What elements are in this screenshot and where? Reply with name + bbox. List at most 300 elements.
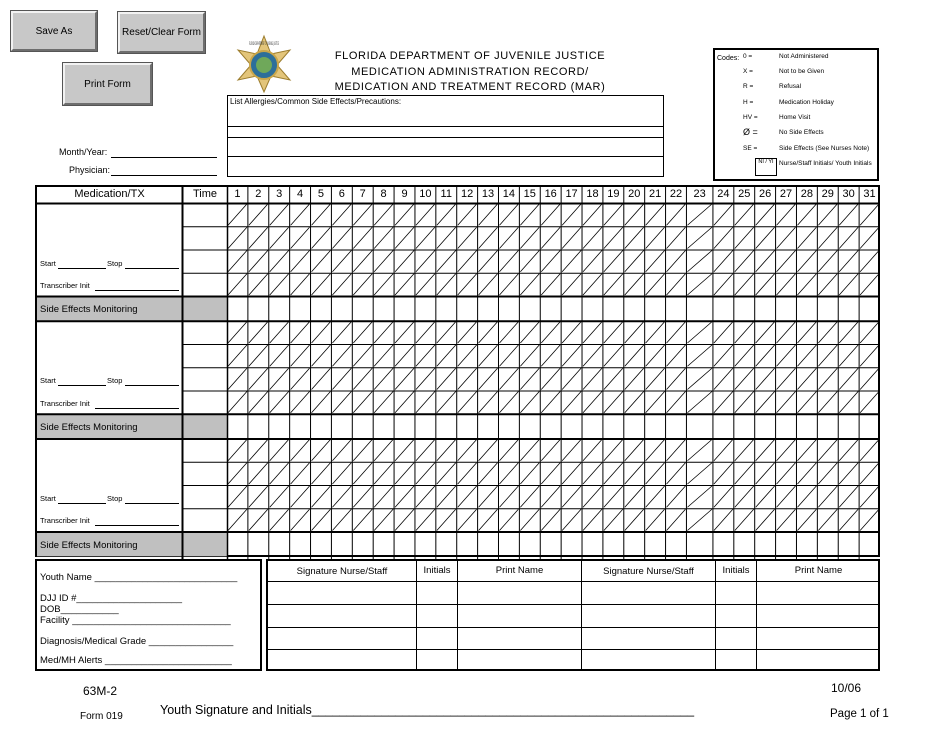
dose-cell-diagonal[interactable] (437, 509, 456, 530)
dose-cell-diagonal[interactable] (291, 440, 310, 461)
dose-cell-diagonal[interactable] (646, 392, 665, 413)
dose-cell-diagonal[interactable] (479, 509, 498, 530)
dose-cell-diagonal[interactable] (353, 204, 372, 225)
start-date-field[interactable] (58, 268, 106, 269)
dose-cell-diagonal[interactable] (646, 227, 665, 248)
dose-cell-diagonal[interactable] (583, 392, 602, 413)
dose-cell-diagonal[interactable] (687, 440, 711, 461)
dose-cell-diagonal[interactable] (374, 463, 393, 484)
dose-cell-diagonal[interactable] (499, 227, 518, 248)
allergies-line[interactable] (228, 137, 663, 138)
dose-cell-diagonal[interactable] (437, 274, 456, 295)
dose-cell-diagonal[interactable] (395, 204, 414, 225)
dose-cell-diagonal[interactable] (228, 440, 247, 461)
allergies-line[interactable] (228, 126, 663, 127)
dose-cell-diagonal[interactable] (499, 274, 518, 295)
dose-cell-diagonal[interactable] (583, 486, 602, 507)
dose-cell-diagonal[interactable] (228, 368, 247, 389)
dose-cell-diagonal[interactable] (541, 227, 560, 248)
dose-cell-diagonal[interactable] (604, 392, 623, 413)
dose-cell-diagonal[interactable] (353, 345, 372, 366)
dose-cell-diagonal[interactable] (499, 368, 518, 389)
dose-cell-diagonal[interactable] (541, 251, 560, 272)
dose-cell-diagonal[interactable] (777, 345, 796, 366)
dose-cell-diagonal[interactable] (416, 509, 435, 530)
dose-cell-diagonal[interactable] (714, 274, 733, 295)
dose-cell-diagonal[interactable] (735, 251, 754, 272)
stop-date-field[interactable] (125, 503, 179, 504)
dose-cell-diagonal[interactable] (228, 322, 247, 343)
diagnosis-field[interactable]: Diagnosis/Medical Grade ________________ (40, 636, 234, 647)
dose-cell-diagonal[interactable] (291, 463, 310, 484)
dose-cell-diagonal[interactable] (458, 204, 477, 225)
dose-cell-diagonal[interactable] (479, 463, 498, 484)
dose-cell-diagonal[interactable] (499, 392, 518, 413)
dose-cell-diagonal[interactable] (270, 227, 289, 248)
dose-cell-diagonal[interactable] (714, 463, 733, 484)
dose-cell-diagonal[interactable] (797, 251, 816, 272)
dose-cell-diagonal[interactable] (479, 368, 498, 389)
dose-cell-diagonal[interactable] (437, 392, 456, 413)
dose-cell-diagonal[interactable] (437, 204, 456, 225)
dose-cell-diagonal[interactable] (353, 274, 372, 295)
dose-cell-diagonal[interactable] (777, 368, 796, 389)
dose-cell-diagonal[interactable] (270, 274, 289, 295)
dose-cell-diagonal[interactable] (541, 322, 560, 343)
dose-cell-diagonal[interactable] (332, 368, 351, 389)
dose-cell-diagonal[interactable] (437, 368, 456, 389)
dose-cell-diagonal[interactable] (291, 345, 310, 366)
dose-cell-diagonal[interactable] (520, 392, 539, 413)
dose-cell-diagonal[interactable] (437, 345, 456, 366)
dose-cell-diagonal[interactable] (583, 227, 602, 248)
dose-cell-diagonal[interactable] (735, 274, 754, 295)
dose-cell-diagonal[interactable] (687, 251, 711, 272)
dose-cell-diagonal[interactable] (604, 322, 623, 343)
dose-cell-diagonal[interactable] (562, 251, 581, 272)
dose-cell-diagonal[interactable] (249, 392, 268, 413)
dose-cell-diagonal[interactable] (839, 440, 858, 461)
dose-cell-diagonal[interactable] (625, 392, 644, 413)
dose-cell-diagonal[interactable] (312, 274, 331, 295)
dose-cell-diagonal[interactable] (479, 392, 498, 413)
dose-cell-diagonal[interactable] (416, 274, 435, 295)
dose-cell-diagonal[interactable] (562, 486, 581, 507)
dose-cell-diagonal[interactable] (332, 486, 351, 507)
dose-cell-diagonal[interactable] (860, 463, 879, 484)
dose-cell-diagonal[interactable] (604, 486, 623, 507)
dose-cell-diagonal[interactable] (818, 251, 837, 272)
dose-cell-diagonal[interactable] (458, 509, 477, 530)
med-mh-alerts-field[interactable]: Med/MH Alerts ________________________ (40, 655, 232, 666)
dose-cell-diagonal[interactable] (818, 227, 837, 248)
dose-cell-diagonal[interactable] (667, 345, 686, 366)
dose-cell-diagonal[interactable] (777, 227, 796, 248)
dose-cell-diagonal[interactable] (714, 345, 733, 366)
dose-cell-diagonal[interactable] (416, 345, 435, 366)
dose-cell-diagonal[interactable] (249, 509, 268, 530)
dose-cell-diagonal[interactable] (839, 368, 858, 389)
dose-cell-diagonal[interactable] (667, 251, 686, 272)
dose-cell-diagonal[interactable] (583, 322, 602, 343)
dose-cell-diagonal[interactable] (520, 440, 539, 461)
dose-cell-diagonal[interactable] (312, 204, 331, 225)
dose-cell-diagonal[interactable] (646, 368, 665, 389)
youth-signature-field[interactable]: Youth Signature and Initials_______________________________________________________ (160, 703, 695, 717)
dose-cell-diagonal[interactable] (228, 345, 247, 366)
dose-cell-diagonal[interactable] (562, 440, 581, 461)
dose-cell-diagonal[interactable] (458, 368, 477, 389)
dose-cell-diagonal[interactable] (604, 440, 623, 461)
dose-cell-diagonal[interactable] (583, 440, 602, 461)
allergies-box[interactable] (227, 95, 664, 177)
dose-cell-diagonal[interactable] (499, 486, 518, 507)
dose-cell-diagonal[interactable] (395, 440, 414, 461)
dose-cell-diagonal[interactable] (687, 463, 711, 484)
dose-cell-diagonal[interactable] (520, 463, 539, 484)
dose-cell-diagonal[interactable] (839, 392, 858, 413)
dose-cell-diagonal[interactable] (499, 204, 518, 225)
dose-cell-diagonal[interactable] (818, 392, 837, 413)
dose-cell-diagonal[interactable] (797, 227, 816, 248)
dose-cell-diagonal[interactable] (479, 204, 498, 225)
start-date-field[interactable] (58, 503, 106, 504)
dose-cell-diagonal[interactable] (312, 368, 331, 389)
dose-cell-diagonal[interactable] (332, 509, 351, 530)
dose-cell-diagonal[interactable] (714, 251, 733, 272)
dose-cell-diagonal[interactable] (735, 322, 754, 343)
dose-cell-diagonal[interactable] (374, 486, 393, 507)
dose-cell-diagonal[interactable] (797, 463, 816, 484)
dose-cell-diagonal[interactable] (353, 463, 372, 484)
dose-cell-diagonal[interactable] (249, 251, 268, 272)
dose-cell-diagonal[interactable] (228, 227, 247, 248)
dose-cell-diagonal[interactable] (416, 322, 435, 343)
dose-cell-diagonal[interactable] (562, 274, 581, 295)
dose-cell-diagonal[interactable] (714, 227, 733, 248)
dose-cell-diagonal[interactable] (818, 322, 837, 343)
print-form-button[interactable]: Print Form (63, 63, 152, 105)
dose-cell-diagonal[interactable] (625, 463, 644, 484)
dose-cell-diagonal[interactable] (714, 440, 733, 461)
dose-cell-diagonal[interactable] (499, 251, 518, 272)
dose-cell-diagonal[interactable] (818, 274, 837, 295)
dose-cell-diagonal[interactable] (646, 463, 665, 484)
dose-cell-diagonal[interactable] (353, 486, 372, 507)
dose-cell-diagonal[interactable] (687, 368, 711, 389)
dose-cell-diagonal[interactable] (416, 251, 435, 272)
dose-cell-diagonal[interactable] (667, 227, 686, 248)
dose-cell-diagonal[interactable] (416, 463, 435, 484)
dose-cell-diagonal[interactable] (777, 392, 796, 413)
facility-field[interactable]: Facility ______________________________ (40, 615, 231, 626)
dose-cell-diagonal[interactable] (332, 463, 351, 484)
dose-cell-diagonal[interactable] (839, 486, 858, 507)
dose-cell-diagonal[interactable] (562, 392, 581, 413)
dose-cell-diagonal[interactable] (479, 440, 498, 461)
dose-cell-diagonal[interactable] (395, 392, 414, 413)
dose-cell-diagonal[interactable] (228, 274, 247, 295)
dose-cell-diagonal[interactable] (270, 368, 289, 389)
dose-cell-diagonal[interactable] (249, 227, 268, 248)
dose-cell-diagonal[interactable] (687, 274, 711, 295)
dose-cell-diagonal[interactable] (735, 509, 754, 530)
dose-cell-diagonal[interactable] (777, 440, 796, 461)
dose-cell-diagonal[interactable] (479, 251, 498, 272)
djj-id-dob-field[interactable]: DJJ ID #____________________ DOB___________ (40, 593, 183, 615)
dose-cell-diagonal[interactable] (353, 251, 372, 272)
dose-cell-diagonal[interactable] (687, 392, 711, 413)
dose-cell-diagonal[interactable] (860, 486, 879, 507)
dose-cell-diagonal[interactable] (374, 227, 393, 248)
dose-cell-diagonal[interactable] (520, 322, 539, 343)
allergies-line[interactable] (228, 156, 663, 157)
dose-cell-diagonal[interactable] (416, 204, 435, 225)
dose-cell-diagonal[interactable] (374, 440, 393, 461)
dose-cell-diagonal[interactable] (395, 486, 414, 507)
dose-cell-diagonal[interactable] (458, 463, 477, 484)
dose-cell-diagonal[interactable] (249, 440, 268, 461)
dose-cell-diagonal[interactable] (249, 204, 268, 225)
dose-cell-diagonal[interactable] (353, 440, 372, 461)
dose-cell-diagonal[interactable] (646, 274, 665, 295)
dose-cell-diagonal[interactable] (839, 463, 858, 484)
dose-cell-diagonal[interactable] (312, 509, 331, 530)
stop-date-field[interactable] (125, 385, 179, 386)
dose-cell-diagonal[interactable] (416, 227, 435, 248)
dose-cell-diagonal[interactable] (437, 227, 456, 248)
dose-cell-diagonal[interactable] (353, 322, 372, 343)
dose-cell-diagonal[interactable] (860, 251, 879, 272)
dose-cell-diagonal[interactable] (604, 463, 623, 484)
dose-cell-diagonal[interactable] (756, 274, 775, 295)
dose-cell-diagonal[interactable] (756, 227, 775, 248)
dose-cell-diagonal[interactable] (416, 440, 435, 461)
dose-cell-diagonal[interactable] (520, 227, 539, 248)
dose-cell-diagonal[interactable] (395, 322, 414, 343)
dose-cell-diagonal[interactable] (818, 345, 837, 366)
dose-cell-diagonal[interactable] (395, 251, 414, 272)
dose-cell-diagonal[interactable] (437, 486, 456, 507)
dose-cell-diagonal[interactable] (646, 486, 665, 507)
dose-cell-diagonal[interactable] (797, 440, 816, 461)
dose-cell-diagonal[interactable] (797, 322, 816, 343)
dose-cell-diagonal[interactable] (479, 274, 498, 295)
dose-cell-diagonal[interactable] (541, 392, 560, 413)
dose-cell-diagonal[interactable] (353, 368, 372, 389)
dose-cell-diagonal[interactable] (374, 345, 393, 366)
dose-cell-diagonal[interactable] (735, 486, 754, 507)
dose-cell-diagonal[interactable] (228, 204, 247, 225)
dose-cell-diagonal[interactable] (541, 509, 560, 530)
dose-cell-diagonal[interactable] (270, 251, 289, 272)
dose-cell-diagonal[interactable] (860, 392, 879, 413)
dose-cell-diagonal[interactable] (395, 345, 414, 366)
dose-cell-diagonal[interactable] (735, 463, 754, 484)
dose-cell-diagonal[interactable] (249, 274, 268, 295)
dose-cell-diagonal[interactable] (291, 227, 310, 248)
dose-cell-diagonal[interactable] (270, 322, 289, 343)
dose-cell-diagonal[interactable] (625, 440, 644, 461)
dose-cell-diagonal[interactable] (437, 463, 456, 484)
dose-cell-diagonal[interactable] (291, 322, 310, 343)
dose-cell-diagonal[interactable] (291, 368, 310, 389)
dose-cell-diagonal[interactable] (270, 463, 289, 484)
dose-cell-diagonal[interactable] (332, 227, 351, 248)
dose-cell-diagonal[interactable] (312, 322, 331, 343)
dose-cell-diagonal[interactable] (777, 486, 796, 507)
dose-cell-diagonal[interactable] (667, 274, 686, 295)
dose-cell-diagonal[interactable] (818, 440, 837, 461)
dose-cell-diagonal[interactable] (562, 463, 581, 484)
dose-cell-diagonal[interactable] (797, 392, 816, 413)
dose-cell-diagonal[interactable] (818, 463, 837, 484)
dose-cell-diagonal[interactable] (458, 440, 477, 461)
dose-cell-diagonal[interactable] (756, 440, 775, 461)
dose-cell-diagonal[interactable] (458, 322, 477, 343)
dose-cell-diagonal[interactable] (541, 204, 560, 225)
dose-cell-diagonal[interactable] (646, 322, 665, 343)
reset-clear-form-button[interactable]: Reset/Clear Form (118, 12, 205, 53)
dose-cell-diagonal[interactable] (499, 463, 518, 484)
dose-cell-diagonal[interactable] (541, 368, 560, 389)
transcriber-init-field[interactable] (95, 525, 179, 526)
dose-cell-diagonal[interactable] (797, 486, 816, 507)
youth-name-field[interactable]: Youth Name ___________________________ (40, 572, 238, 583)
dose-cell-diagonal[interactable] (667, 463, 686, 484)
dose-cell-diagonal[interactable] (520, 251, 539, 272)
dose-cell-diagonal[interactable] (499, 509, 518, 530)
dose-cell-diagonal[interactable] (228, 463, 247, 484)
dose-cell-diagonal[interactable] (735, 204, 754, 225)
dose-cell-diagonal[interactable] (797, 368, 816, 389)
dose-cell-diagonal[interactable] (797, 204, 816, 225)
dose-cell-diagonal[interactable] (646, 509, 665, 530)
dose-cell-diagonal[interactable] (270, 440, 289, 461)
dose-cell-diagonal[interactable] (667, 322, 686, 343)
dose-cell-diagonal[interactable] (583, 463, 602, 484)
dose-cell-diagonal[interactable] (735, 368, 754, 389)
dose-cell-diagonal[interactable] (687, 204, 711, 225)
dose-cell-diagonal[interactable] (479, 486, 498, 507)
dose-cell-diagonal[interactable] (458, 345, 477, 366)
dose-cell-diagonal[interactable] (416, 486, 435, 507)
dose-cell-diagonal[interactable] (604, 274, 623, 295)
dose-cell-diagonal[interactable] (756, 509, 775, 530)
dose-cell-diagonal[interactable] (249, 345, 268, 366)
dose-cell-diagonal[interactable] (249, 463, 268, 484)
dose-cell-diagonal[interactable] (818, 509, 837, 530)
dose-cell-diagonal[interactable] (562, 227, 581, 248)
dose-cell-diagonal[interactable] (332, 392, 351, 413)
dose-cell-diagonal[interactable] (395, 509, 414, 530)
dose-cell-diagonal[interactable] (520, 204, 539, 225)
dose-cell-diagonal[interactable] (756, 463, 775, 484)
dose-cell-diagonal[interactable] (625, 486, 644, 507)
dose-cell-diagonal[interactable] (479, 322, 498, 343)
dose-cell-diagonal[interactable] (228, 251, 247, 272)
dose-cell-diagonal[interactable] (270, 392, 289, 413)
dose-cell-diagonal[interactable] (735, 392, 754, 413)
dose-cell-diagonal[interactable] (756, 368, 775, 389)
transcriber-init-field[interactable] (95, 408, 179, 409)
dose-cell-diagonal[interactable] (458, 251, 477, 272)
dose-cell-diagonal[interactable] (562, 322, 581, 343)
dose-cell-diagonal[interactable] (604, 509, 623, 530)
dose-cell-diagonal[interactable] (839, 509, 858, 530)
dose-cell-diagonal[interactable] (332, 440, 351, 461)
dose-cell-diagonal[interactable] (291, 204, 310, 225)
dose-cell-diagonal[interactable] (353, 227, 372, 248)
dose-cell-diagonal[interactable] (756, 392, 775, 413)
dose-cell-diagonal[interactable] (291, 392, 310, 413)
dose-cell-diagonal[interactable] (714, 392, 733, 413)
dose-cell-diagonal[interactable] (667, 509, 686, 530)
dose-cell-diagonal[interactable] (667, 486, 686, 507)
dose-cell-diagonal[interactable] (860, 274, 879, 295)
dose-cell-diagonal[interactable] (583, 204, 602, 225)
dose-cell-diagonal[interactable] (777, 204, 796, 225)
dose-cell-diagonal[interactable] (625, 227, 644, 248)
dose-cell-diagonal[interactable] (249, 368, 268, 389)
dose-cell-diagonal[interactable] (714, 368, 733, 389)
dose-cell-diagonal[interactable] (625, 368, 644, 389)
dose-cell-diagonal[interactable] (756, 322, 775, 343)
dose-cell-diagonal[interactable] (625, 509, 644, 530)
dose-cell-diagonal[interactable] (374, 251, 393, 272)
dose-cell-diagonal[interactable] (353, 509, 372, 530)
dose-cell-diagonal[interactable] (437, 322, 456, 343)
dose-cell-diagonal[interactable] (353, 392, 372, 413)
dose-cell-diagonal[interactable] (291, 251, 310, 272)
dose-cell-diagonal[interactable] (687, 486, 711, 507)
dose-cell-diagonal[interactable] (818, 204, 837, 225)
dose-cell-diagonal[interactable] (583, 509, 602, 530)
dose-cell-diagonal[interactable] (839, 204, 858, 225)
dose-cell-diagonal[interactable] (583, 345, 602, 366)
dose-cell-diagonal[interactable] (437, 251, 456, 272)
dose-cell-diagonal[interactable] (625, 251, 644, 272)
dose-cell-diagonal[interactable] (291, 509, 310, 530)
dose-cell-diagonal[interactable] (839, 345, 858, 366)
dose-cell-diagonal[interactable] (604, 345, 623, 366)
dose-cell-diagonal[interactable] (270, 345, 289, 366)
dose-cell-diagonal[interactable] (499, 440, 518, 461)
dose-cell-diagonal[interactable] (479, 227, 498, 248)
dose-cell-diagonal[interactable] (270, 509, 289, 530)
dose-cell-diagonal[interactable] (374, 392, 393, 413)
dose-cell-diagonal[interactable] (249, 322, 268, 343)
dose-cell-diagonal[interactable] (270, 204, 289, 225)
dose-cell-diagonal[interactable] (687, 345, 711, 366)
dose-cell-diagonal[interactable] (818, 368, 837, 389)
dose-cell-diagonal[interactable] (479, 345, 498, 366)
dose-cell-diagonal[interactable] (332, 345, 351, 366)
dose-cell-diagonal[interactable] (604, 227, 623, 248)
dose-cell-diagonal[interactable] (458, 392, 477, 413)
dose-cell-diagonal[interactable] (395, 274, 414, 295)
dose-cell-diagonal[interactable] (312, 440, 331, 461)
dose-cell-diagonal[interactable] (332, 274, 351, 295)
physician-field[interactable] (111, 175, 217, 176)
dose-cell-diagonal[interactable] (395, 227, 414, 248)
dose-cell-diagonal[interactable] (797, 509, 816, 530)
dose-cell-diagonal[interactable] (604, 368, 623, 389)
dose-cell-diagonal[interactable] (374, 204, 393, 225)
dose-cell-diagonal[interactable] (458, 227, 477, 248)
dose-cell-diagonal[interactable] (228, 392, 247, 413)
dose-cell-diagonal[interactable] (646, 440, 665, 461)
